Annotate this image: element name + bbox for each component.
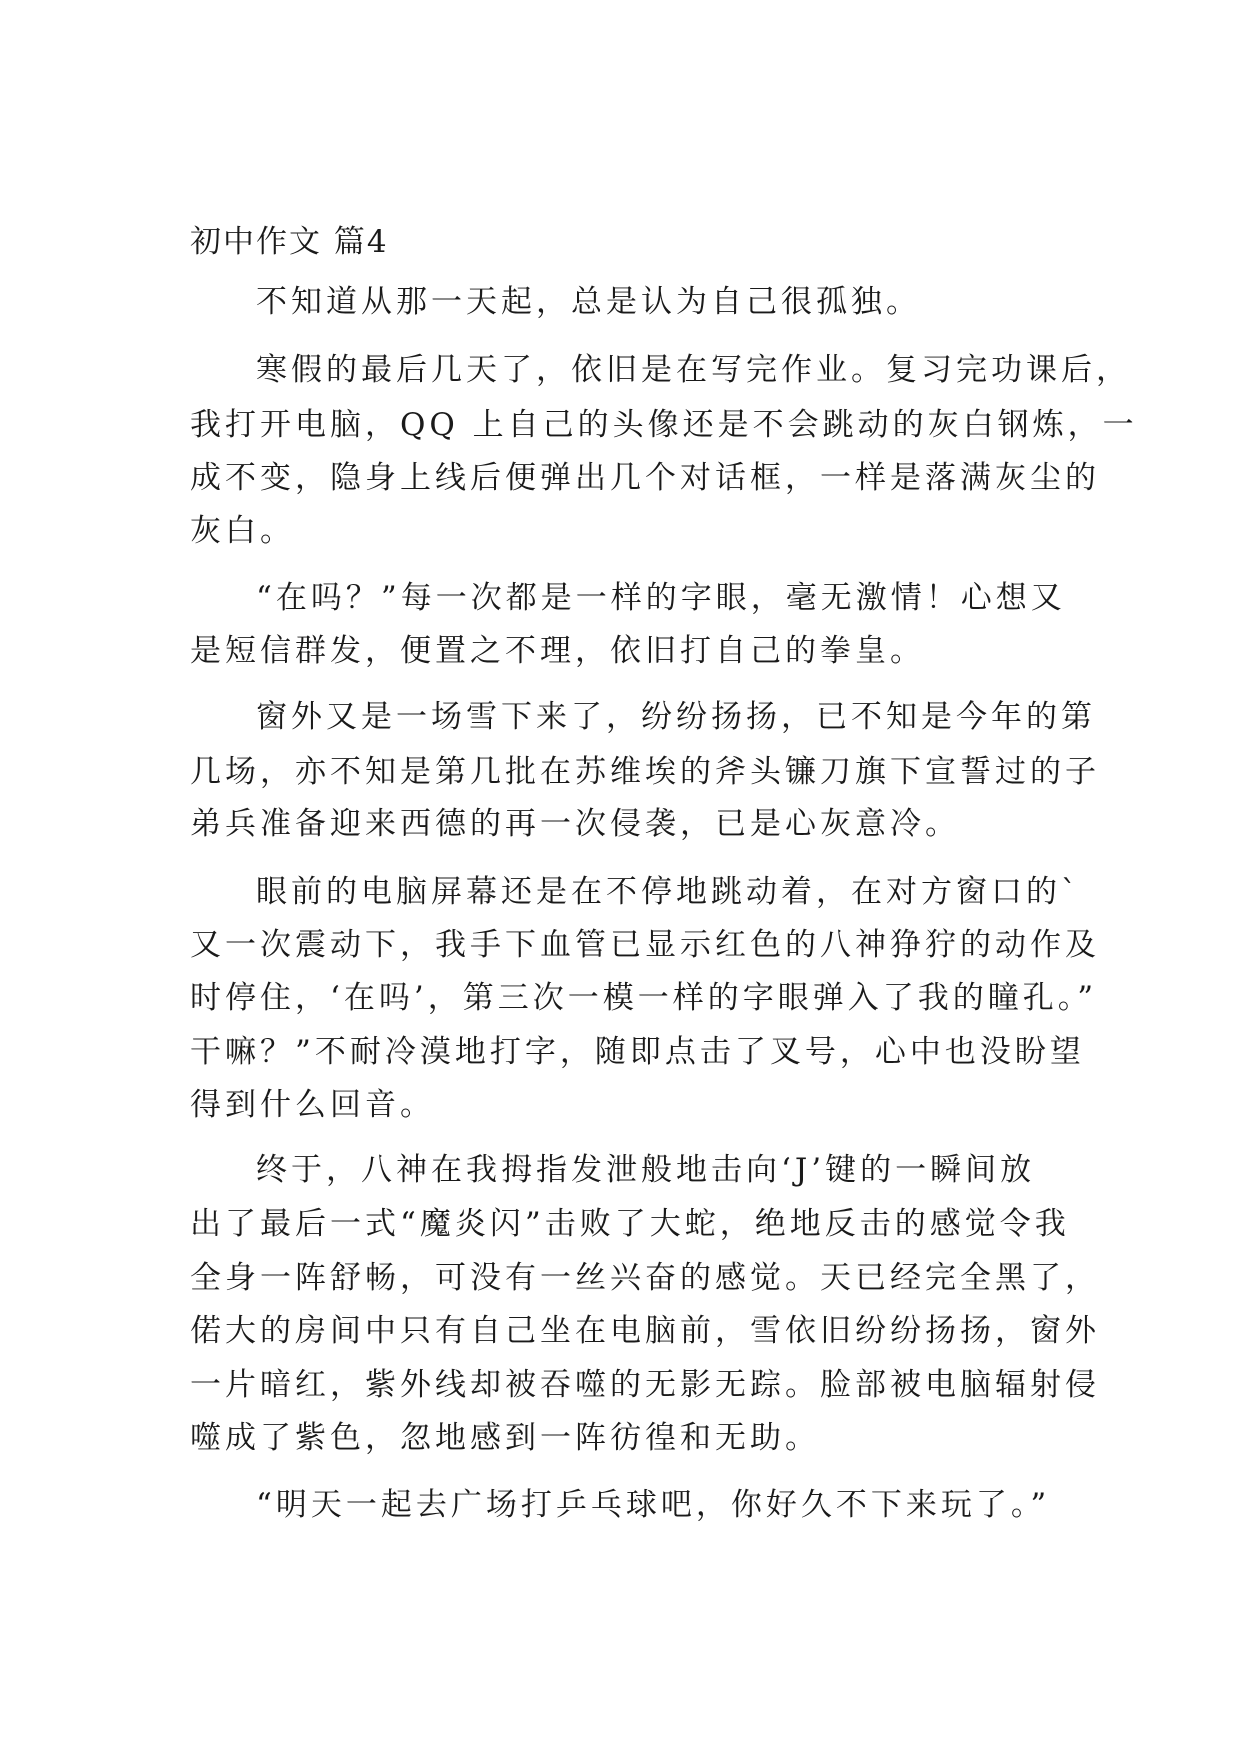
paragraph-line: 成不变，隐身上线后便弹出几个对话框，一样是落满灰尘的 [190,460,1100,496]
paragraph-line: 是短信群发，便置之不理，依旧打自己的拳皇。 [190,633,925,669]
paragraph-line: “明天一起去广场打乒乓球吧，你好久不下来玩了。” [256,1487,1051,1523]
document-heading: 初中作文 篇4 [190,224,389,260]
paragraph-line: 眼前的电脑屏幕还是在不停地跳动着，在对方窗口的` [256,874,1081,910]
paragraph-line: 不知道从那一天起，总是认为自己很孤独。 [256,284,921,320]
paragraph-line: “在吗？”每一次都是一样的字眼，毫无激情！心想又 [256,580,1066,616]
paragraph-line: 灰白。 [190,513,295,549]
paragraph-line: 得到什么回音。 [190,1087,435,1123]
paragraph-line: 全身一阵舒畅，可没有一丝兴奋的感觉。天已经完全黑了， [190,1260,1100,1296]
paragraph-line: 偌大的房间中只有自己坐在电脑前，雪依旧纷纷扬扬，窗外 [190,1313,1100,1349]
paragraph-line: 时停住，‘在吗’，第三次一模一样的字眼弹入了我的瞳孔。” [190,980,1098,1016]
paragraph-line: 弟兵准备迎来西德的再一次侵袭，已是心灰意冷。 [190,806,960,842]
paragraph-line: 终于，八神在我拇指发泄般地击向‘J’键的一瞬间放 [256,1152,1036,1188]
paragraph-line: 我打开电脑，QQ 上自己的头像还是不会跳动的灰白钢炼，一 [190,407,1138,443]
paragraph-line: 噬成了紫色，忽地感到一阵彷徨和无助。 [190,1420,820,1456]
document-page [190,0,1138,1754]
paragraph-line: 出了最后一式“魔炎闪”击败了大蛇，绝地反击的感觉令我 [190,1206,1070,1242]
paragraph-line: 寒假的最后几天了，依旧是在写完作业。复习完功课后， [256,352,1131,388]
paragraph-line: 一片暗红，紫外线却被吞噬的无影无踪。脸部被电脑辐射侵 [190,1367,1100,1403]
paragraph-line: 几场，亦不知是第几批在苏维埃的斧头镰刀旗下宣誓过的子 [190,754,1100,790]
paragraph-line: 干嘛？”不耐冷漠地打字，随即点击了叉号，心中也没盼望 [190,1034,1085,1070]
paragraph-line: 又一次震动下，我手下血管已显示红色的八神狰狞的动作及 [190,927,1100,963]
paragraph-line: 窗外又是一场雪下来了，纷纷扬扬，已不知是今年的第 [256,699,1096,735]
